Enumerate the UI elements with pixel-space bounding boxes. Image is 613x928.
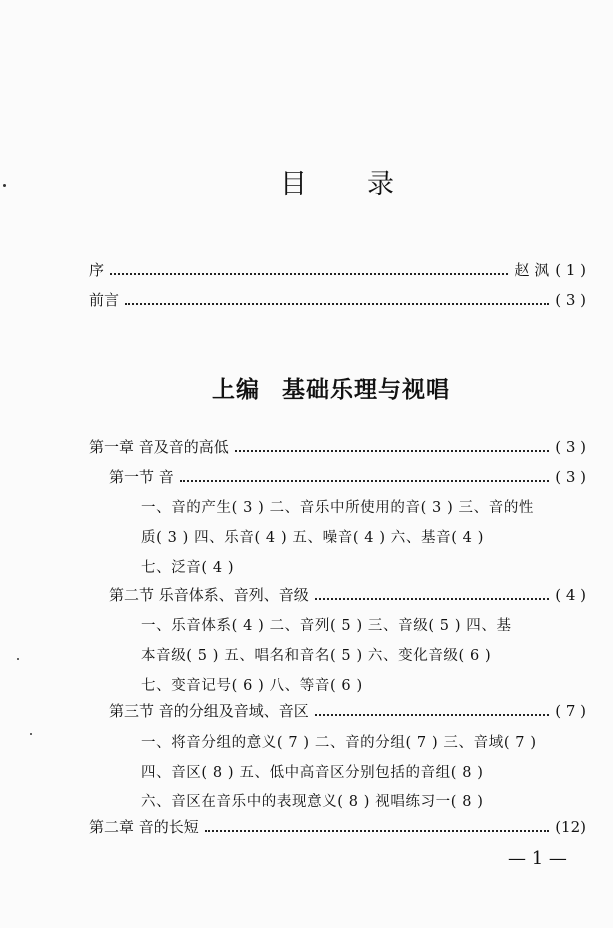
page-number-footer: — 1 —: [508, 848, 567, 869]
section-page: ( 3 ): [555, 468, 586, 486]
toc-entry-preface: [89, 259, 586, 280]
section-1-items-line: 一、音的产生( 3 ) 二、音乐中所使用的音( 3 ) 三、音的性: [141, 500, 535, 516]
scan-speck: [17, 658, 19, 660]
toc-title-char-2: 录: [367, 169, 394, 200]
toc-title-char-1: 目: [280, 169, 307, 200]
chapter-label: 第一章 音及音的高低: [89, 438, 229, 456]
section-label: 第一节 音: [109, 468, 174, 486]
toc-section-2: [109, 584, 586, 605]
chapter-page: (12): [555, 818, 586, 836]
chapter-page: ( 3 ): [555, 438, 586, 456]
scan-speck: [3, 184, 6, 187]
dot-leader: [315, 713, 549, 716]
dot-leader: [235, 449, 549, 452]
scan-speck: [30, 733, 32, 735]
section-label: 第三节 音的分组及音域、音区: [109, 702, 309, 720]
entry-author: 赵 沨: [514, 261, 550, 279]
part-heading: [212, 371, 450, 404]
dot-leader: [110, 272, 508, 275]
section-page: ( 4 ): [555, 586, 586, 604]
section-label: 第二节 乐音体系、音列、音级: [109, 586, 309, 604]
section-3-items-line: 四、音区( 8 ) 五、低中高音区分别包括的音组( 8 ): [141, 765, 484, 781]
section-2-items-line: 本音级( 5 ) 五、唱名和音名( 5 ) 六、变化音级( 6 ): [141, 648, 492, 664]
section-page: ( 7 ): [555, 702, 586, 720]
section-3-items-line: 一、将音分组的意义( 7 ) 二、音的分组( 7 ) 三、音域( 7 ): [141, 735, 537, 751]
section-1-items-line: 质( 3 ) 四、乐音( 4 ) 五、噪音( 4 ) 六、基音( 4 ): [141, 530, 484, 546]
entry-page: ( 3 ): [555, 291, 586, 309]
dot-leader: [125, 302, 549, 305]
section-3-items-line: 六、音区在音乐中的表现意义( 8 ) 视唱练习一( 8 ): [141, 794, 484, 810]
toc-section-1: [109, 466, 586, 487]
section-1-items-line: 七、泛音( 4 ): [141, 560, 235, 576]
dot-leader: [180, 479, 549, 482]
section-2-items-line: 一、乐音体系( 4 ) 二、音列( 5 ) 三、音级( 5 ) 四、基: [141, 618, 512, 634]
entry-page: ( 1 ): [555, 261, 586, 279]
toc-chapter-1: [89, 436, 586, 457]
toc-chapter-2: [89, 816, 586, 837]
part-title: 基础乐理与视唱: [282, 377, 450, 403]
toc-section-3: [109, 700, 586, 721]
chapter-label: 第二章 音的长短: [89, 818, 199, 836]
toc-entry-foreword: [89, 289, 586, 310]
dot-leader: [205, 829, 549, 832]
section-2-items-line: 七、变音记号( 6 ) 八、等音( 6 ): [141, 678, 363, 694]
part-number: 上编: [212, 377, 260, 403]
entry-label: 前言: [89, 291, 120, 309]
entry-label: 序: [89, 261, 105, 279]
dot-leader: [315, 597, 549, 600]
